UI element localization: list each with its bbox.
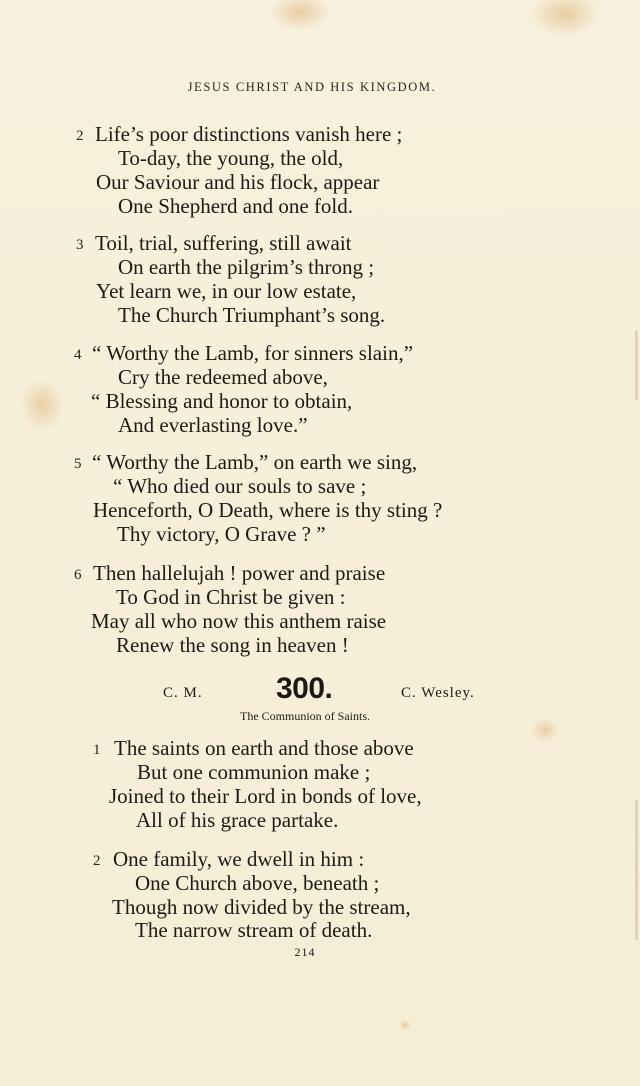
verse-line: “ Blessing and honor to obtain, xyxy=(91,389,353,413)
verse-line: The Church Triumphant’s song. xyxy=(118,303,386,327)
page-number: 214 xyxy=(294,945,316,959)
verse-line: Life’s poor distinctions vanish here ; xyxy=(95,122,403,146)
verse-line: Our Saviour and his flock, appear xyxy=(96,170,380,194)
verse-line: To God in Christ be given : xyxy=(116,585,346,609)
verse-line: All of his grace partake. xyxy=(136,808,339,832)
verse-line: The saints on earth and those above xyxy=(114,736,414,760)
verse-line: One Church above, beneath ; xyxy=(135,871,380,895)
hymn-meter: C. M. xyxy=(163,685,203,701)
hymn-heading xyxy=(0,672,640,712)
verse-line: Toil, trial, suffering, still await xyxy=(95,231,352,255)
verse-line: Yet learn we, in our low estate, xyxy=(96,279,357,303)
hymn-title: The Communion of Saints. xyxy=(240,709,370,723)
verse-number: 2 xyxy=(76,128,84,144)
hymn-number: 300. xyxy=(276,672,333,705)
verse-number: 6 xyxy=(74,567,82,583)
verse-line: And everlasting love.” xyxy=(118,413,308,437)
verse-line: “ Worthy the Lamb,” on earth we sing, xyxy=(92,450,418,474)
verse-line: One Shepherd and one fold. xyxy=(118,194,354,218)
page-edge-mark xyxy=(635,800,638,940)
verse-number: 3 xyxy=(76,237,84,253)
verse-number: 1 xyxy=(93,742,101,758)
verse-line: To-day, the young, the old, xyxy=(118,146,344,170)
page-edge-mark xyxy=(635,330,638,400)
verse-line: “ Who died our souls to save ; xyxy=(113,474,367,498)
verse-line: On earth the pilgrim’s throng ; xyxy=(118,255,375,279)
verse-line: Thy victory, O Grave ? ” xyxy=(117,522,326,546)
verse-line: “ Worthy the Lamb, for sinners slain,” xyxy=(92,341,414,365)
verse-number: 5 xyxy=(74,456,82,472)
running-header: JESUS CHRIST AND HIS KINGDOM. xyxy=(187,80,437,94)
verse-line: May all who now this anthem raise xyxy=(91,609,387,633)
verse-number: 4 xyxy=(74,347,82,363)
verse-line: Though now divided by the stream, xyxy=(112,895,411,919)
verse-number: 2 xyxy=(93,853,101,869)
hymn-author: C. Wesley. xyxy=(401,685,475,701)
verse-line: Joined to their Lord in bonds of love, xyxy=(109,784,422,808)
verse-line: Henceforth, O Death, where is thy sting ? xyxy=(93,498,443,522)
verse-line: One family, we dwell in him : xyxy=(113,847,365,871)
verse-line: But one communion make ; xyxy=(137,760,371,784)
verse-line: The narrow stream of death. xyxy=(135,918,373,942)
verse-line: Renew the song in heaven ! xyxy=(116,633,349,657)
verse-line: Then hallelujah ! power and praise xyxy=(93,561,386,585)
verse-line: Cry the redeemed above, xyxy=(118,365,328,389)
